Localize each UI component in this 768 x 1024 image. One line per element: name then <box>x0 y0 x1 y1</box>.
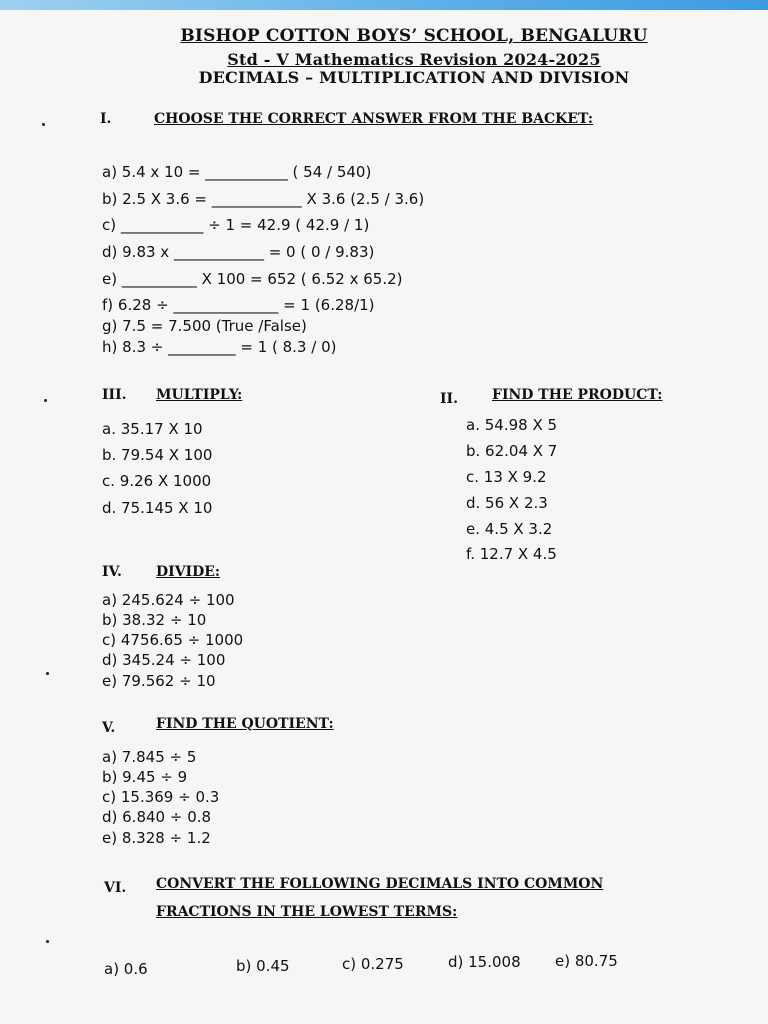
section-4-item: d) 345.24 ÷ 100 <box>102 651 226 669</box>
scan-top-edge <box>0 0 768 10</box>
section-3-title: MULTIPLY: <box>156 387 243 403</box>
topic-title: DECIMALS – MULTIPLICATION AND DIVISION <box>198 68 630 87</box>
section-3-item: a. 35.17 X 10 <box>102 420 203 438</box>
section-3-item: c. 9.26 X 1000 <box>102 472 212 490</box>
section-2-item: b. 62.04 X 7 <box>466 442 558 460</box>
section-3-heading <box>102 387 402 407</box>
section-4-item: e) 79.562 ÷ 10 <box>102 672 216 690</box>
section-5-item: e) 8.328 ÷ 1.2 <box>102 829 211 847</box>
section-1-item: f) 6.28 ÷ ______________ = 1 (6.28/1) <box>102 296 375 314</box>
section-2-title: FIND THE PRODUCT: <box>492 387 663 403</box>
section-1-item: b) 2.5 X 3.6 = ____________ X 3.6 (2.5 / 3.6) <box>102 190 425 208</box>
section-2-heading <box>440 387 740 407</box>
section-1-item: h) 8.3 ÷ _________ = 1 ( 8.3 / 0) <box>102 338 337 356</box>
section-6-number: VI. <box>104 880 127 896</box>
section-5-number: V. <box>102 720 116 736</box>
section-1-number: I. <box>100 111 112 127</box>
section-3-item: b. 79.54 X 100 <box>102 446 213 464</box>
section-2-item: a. 54.98 X 5 <box>466 416 558 434</box>
section-4-heading <box>102 564 402 584</box>
section-1-item: a) 5.4 x 10 = ___________ ( 54 / 540) <box>102 163 372 181</box>
section-4-item: c) 4756.65 ÷ 1000 <box>102 631 244 649</box>
section-4-title: DIVIDE: <box>156 564 221 580</box>
section-4-item: a) 245.624 ÷ 100 <box>102 591 235 609</box>
section-5-item: b) 9.45 ÷ 9 <box>102 768 188 786</box>
section-6-heading <box>104 876 704 926</box>
section-2-item: f. 12.7 X 4.5 <box>466 545 557 563</box>
section-6-item: c) 0.275 <box>342 955 404 973</box>
section-5-heading <box>102 716 402 736</box>
section-6-title-line-1: CONVERT THE FOLLOWING DECIMALS INTO COMMON <box>156 876 604 892</box>
section-3-item: d. 75.145 X 10 <box>102 499 213 517</box>
scan-speck <box>46 672 49 675</box>
section-1-item: e) __________ X 100 = 652 ( 6.52 x 65.2) <box>102 270 403 288</box>
section-6-title-line-2: FRACTIONS IN THE LOWEST TERMS: <box>156 904 458 920</box>
scan-speck <box>44 399 47 402</box>
section-3-number: III. <box>102 387 127 403</box>
section-5-title: FIND THE QUOTIENT: <box>156 716 334 732</box>
section-6-item: a) 0.6 <box>104 960 148 978</box>
scan-speck <box>42 123 45 126</box>
section-1-heading <box>100 111 700 131</box>
section-6-item: b) 0.45 <box>236 957 290 975</box>
section-2-item: c. 13 X 9.2 <box>466 468 547 486</box>
section-1-item: c) ___________ ÷ 1 = 42.9 ( 42.9 / 1) <box>102 216 370 234</box>
section-4-number: IV. <box>102 564 122 580</box>
section-1-title: CHOOSE THE CORRECT ANSWER FROM THE BACKET: <box>154 111 594 127</box>
section-1-item: g) 7.5 = 7.500 (True /False) <box>102 317 307 335</box>
class-line: Std - V Mathematics Revision 2024-2025 <box>227 50 601 69</box>
section-2-number: II. <box>440 391 458 407</box>
section-6-item: d) 15.008 <box>448 953 521 971</box>
section-6-item: e) 80.75 <box>555 952 618 970</box>
scan-speck <box>46 940 49 943</box>
section-1-item: d) 9.83 x ____________ = 0 ( 0 / 9.83) <box>102 243 375 261</box>
section-2-item: e. 4.5 X 3.2 <box>466 520 553 538</box>
section-5-item: a) 7.845 ÷ 5 <box>102 748 197 766</box>
section-2-item: d. 56 X 2.3 <box>466 494 548 512</box>
school-name: BISHOP COTTON BOYS’ SCHOOL, BENGALURU <box>180 26 648 46</box>
section-5-item: c) 15.369 ÷ 0.3 <box>102 788 220 806</box>
section-4-item: b) 38.32 ÷ 10 <box>102 611 207 629</box>
section-5-item: d) 6.840 ÷ 0.8 <box>102 808 212 826</box>
